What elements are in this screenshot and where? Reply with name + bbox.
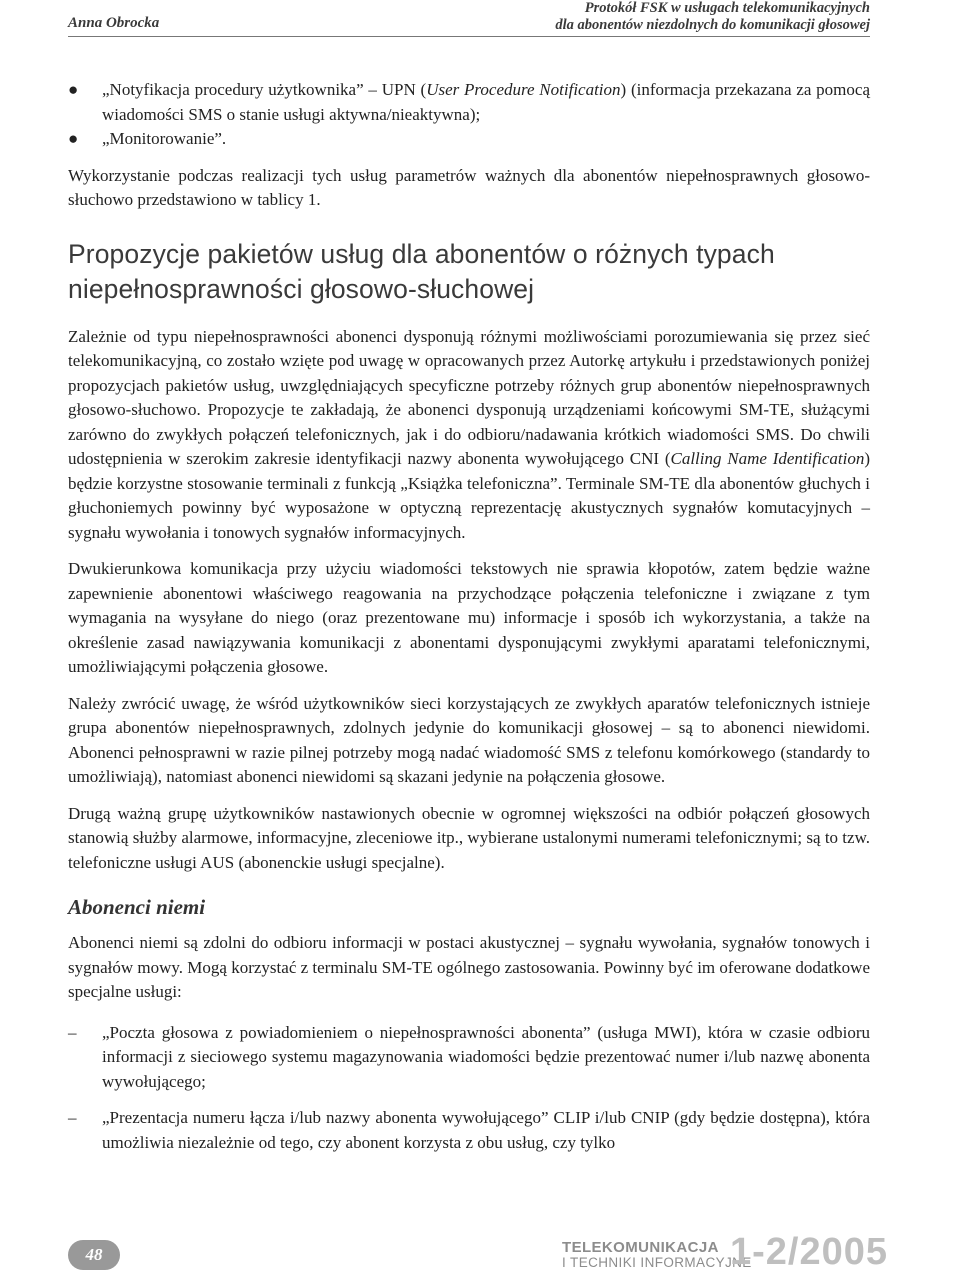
bullet-item: ● „Notyfikacja procedury użytkownika” – UPN (User Procedure Notification) (informacja przekazana za pomocą wiadomości SMS o stanie usługi aktywna/nieaktywna); (68, 80, 870, 124)
paragraph: Abonenci niemi są zdolni do odbioru informacji w postaci akustycznej – sygnału wywołania, sygnałów tonowych i sygnałów mowy. Mogą korzystać z terminalu SM-TE ogólnego zastosowania. Powinny być im oferowane dodatkowe specjalne usługi: (68, 933, 870, 1001)
bullet-item: ● „Monitorowanie”. (68, 127, 870, 152)
bullet-icon: ● (68, 129, 79, 148)
page-header (0, 0, 960, 40)
running-title-line1: Protokół FSK w usługach telekomunikacyjnych (584, 0, 870, 16)
paragraph: Zależnie od typu niepełnosprawności abonenci dysponują różnymi możliwościami porozumiewania się przez sieć telekomunikacyjną, co zostało wzięte pod uwagę w opracowanych przez Autorkę artykułu i przedstawionych poniżej propozycjach pakietów usług, uwzględniających specyficzne potrzeby różnych grup abonentów niepełnosprawnych głosowo-słuchowo. Propozycje te zakładają, że abonenci dysponują urządzeniami końcowymi SM-TE, służącymi zarówno do zwykłych połączeń telefonicznych, jak i do odbioru/nadawania krótkich wiadomości SMS. Do chwili udostępnienia w szerokim zakresie identyfikacji nazwy abonenta wywołującego CNI (Calling Name Identification) będzie korzystne stosowanie terminali z funkcją „Książka telefoniczna”. Terminale SM-TE dla abonentów głuchych i głuchoniemych powinny być wyposażone w optyczną reprezentację akustycznych sygnałów komutacyjnych – sygnału wywołania i tonowych sygnałów informacyjnych. (68, 326, 870, 542)
paragraph: Drugą ważną grupę użytkowników nastawionych obecnie w ogromnej większości na odbiór połączeń głosowych stanowią służby alarmowe, informacyjne, zleceniowe itp., wybierane ustalonymi numerami telefonicznymi; są to tzw. telefoniczne usługi AUS (abonenckie usługi specjalne). (68, 803, 870, 872)
brand-line1: TELEKOMUNIKACJA (562, 1239, 719, 1256)
journal-brand (562, 1240, 752, 1270)
dash-item: – „Prezentacja numeru łącza i/lub nazwy abonenta wywołującego” CLIP i/lub CNIP (gdy będzie dostępna), która umożliwia niezależnie od tego, czy abonent korzysta z obu usług, czy tylko (68, 1108, 870, 1152)
running-title-line2: dla abonentów niezdolnych do komunikacji głosowej (555, 17, 870, 33)
dash-marker: – (68, 1108, 77, 1127)
section-heading: Propozycje pakietów usług dla abonentów o różnych typach niepełnosprawności głosowo-słuchowej (68, 238, 775, 304)
paragraph: Dwukierunkowa komunikacja przy użyciu wiadomości tekstowych nie sprawia kłopotów, zatem będzie ważne zapewnienie abonentowi właściwego reagowania na przychodzące połączenia telefoniczne i związane z tym wymagania na wysyłane do niego (oraz prezentowane mu) informacje i sposób ich wykorzystania, a także na określenie zasad nawiązywania komunikacji z abonentami dysponującymi zwykłymi aparatami telefonicznymi, umożliwiającymi połączenia głosowe. (68, 559, 870, 676)
page-footer (0, 1230, 960, 1271)
article-body (68, 78, 870, 1167)
dash-list (68, 1021, 870, 1156)
running-title (555, 0, 870, 34)
bullet-list (68, 78, 870, 152)
author-name: Anna Obrocka (68, 15, 160, 31)
issue-number: 1-2/2005 (730, 1231, 889, 1273)
paragraph: Należy zwrócić uwagę, że wśród użytkowników sieci korzystających ze zwykłych aparatów telefonicznych istnieje grupa abonentów niepełnosprawnych, zdolnych jedynie do komunikacji głosowej – są to abonenci niewidomi. Abonenci pełnosprawni w razie pilnej potrzeby mogą nadać wiadomość SMS z telefonu komórkowego (standardy to umożliwiają), natomiast abonenci niewidomi są skazani jedynie na połączenia głosowe. (68, 693, 870, 786)
brand-line2: I TECHNIKI INFORMACYJNE (562, 1255, 752, 1270)
subsection (68, 893, 870, 921)
bullet-icon: ● (68, 80, 79, 99)
dash-item: – „Poczta głosowa z powiadomieniem o niepełnosprawności abonenta” (usługa MWI), która w czasie odbioru informacji z sieciowego systemu magazynowania wiadomości będzie prezentować numer i/lub nazwę abonenta wywołującego; (68, 1022, 870, 1091)
intro-paragraph: Wykorzystanie podczas realizacji tych usług parametrów ważnych dla abonentów niepełnosprawnych głosowo-słuchowo przedstawiono w tablicy 1. (68, 165, 870, 209)
dash-marker: – (68, 1022, 77, 1042)
page-number-badge: 48 (68, 1240, 120, 1270)
subsection-heading: Abonenci niemi (68, 895, 206, 919)
header-rule (68, 36, 870, 37)
